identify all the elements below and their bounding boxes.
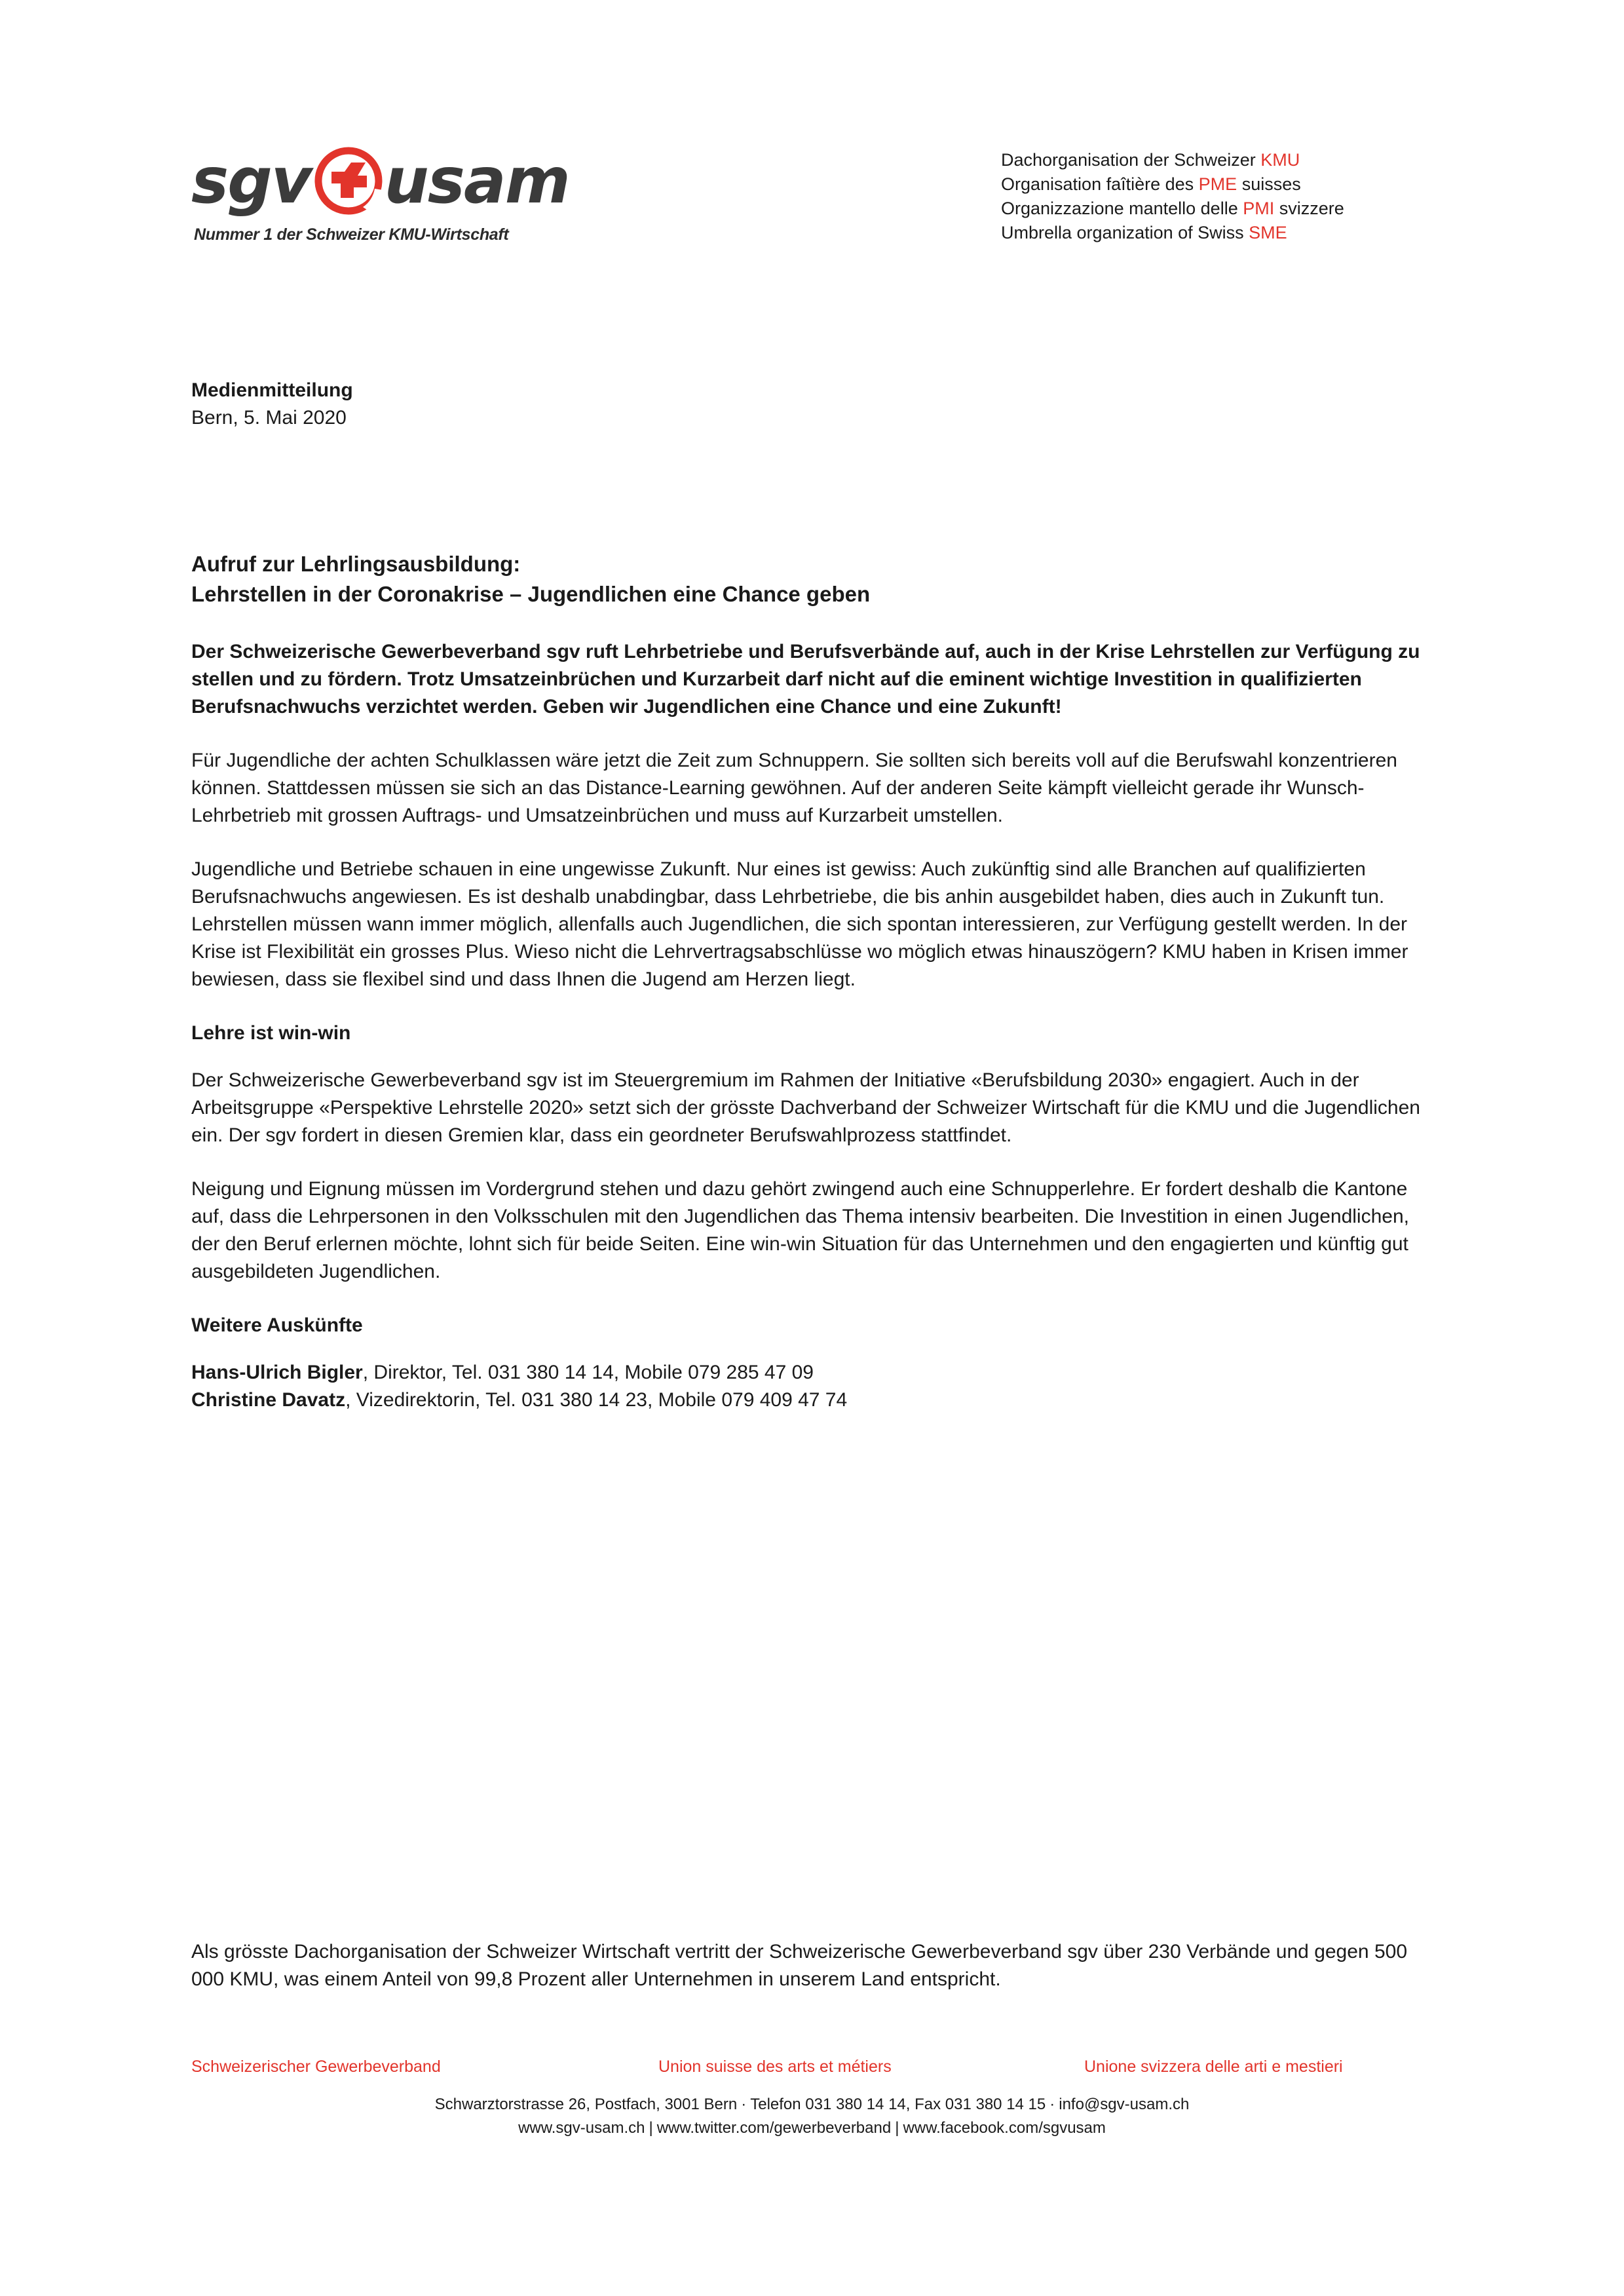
header-lang-en xyxy=(1001,221,1344,245)
sgv-swiss-cross-emblem-icon xyxy=(314,147,383,215)
footer-address-line xyxy=(0,2093,1624,2116)
header-lang-en-prefix: Umbrella organization of Swiss xyxy=(1001,223,1249,242)
footer-twitter-link[interactable]: www.twitter.com/gewerbeverband xyxy=(656,2119,892,2137)
footer-contact-lines xyxy=(0,2093,1624,2140)
header-lang-fr xyxy=(1001,172,1344,197)
page-title-line-2: Lehrstellen in der Coronakrise – Jugendlichen eine Chance geben xyxy=(191,582,871,606)
contact-name: Christine Davatz xyxy=(191,1389,346,1411)
umbrella-organization-languages xyxy=(1001,148,1344,245)
header-lang-de-accent: KMU xyxy=(1260,150,1300,170)
contact-item xyxy=(191,1387,1436,1414)
footer-org-name-fr: Union suisse des arts et métiers xyxy=(658,2057,892,2076)
lead-paragraph: Der Schweizerische Gewerbeverband sgv ruft Lehrbetriebe und Berufsverbände auf, auch in der Krise Lehrstellen zur Verfügung zu stellen und zu fördern. Trotz Umsatzeinbrüchen und Kurzarbeit darf nicht auf die eminent wichtige Investition in qualifizierten Berufsnachwuchs verzichtet werden. Geben wir Jugendlichen eine Chance und eine Zukunft! xyxy=(191,641,1420,718)
footer-separator: | xyxy=(895,2119,899,2137)
body-paragraph-4: Neigung und Eignung müssen im Vordergrund stehen und dazu gehört zwingend auch eine Schnupperlehre. Er fordert deshalb die Kantone auf, dass die Lehrpersonen in den Volksschulen mit den Jugendlichen das Thema intensiv bearbeiten. Die Investition in einen Jugendlichen, der den Beruf erlernen möchte, lohnt sich für beide Seiten. Eine win-win Situation für das Unternehmen und den engagierten und künftig gut ausgebildeten Jugendlichen. xyxy=(191,1178,1409,1282)
body-paragraph-3: Der Schweizerische Gewerbeverband sgv ist im Steuergremium im Rahmen der Initiative «Berufsbildung 2030» engagiert. Auch in der Arbeitsgruppe «Perspektive Lehrstelle 2020» setzt sich der grösste Dachverband der Schweizer Wirtschaft für die KMU und die Jugendlichen ein. Der sgv fordert in diesen Gremien klar, dass ein geordneter Berufswahlprozess stattfindet. xyxy=(191,1069,1420,1146)
document-type-label: Medienmitteilung xyxy=(191,379,353,401)
about-boilerplate: Als grösste Dachorganisation der Schweizer Wirtschaft vertritt der Schweizerische Gewerbeverband sgv über 230 Verbände und gegen 500 000 KMU, was einem Anteil von 99,8 Prozent aller Unternehmen in unserem Land entspricht. xyxy=(191,1941,1408,1990)
footer-facebook-link[interactable]: www.facebook.com/sgvusam xyxy=(903,2119,1106,2137)
footer-website-link[interactable]: www.sgv-usam.ch xyxy=(518,2119,645,2137)
document-header xyxy=(0,138,1624,275)
header-lang-it-prefix: Organizzazione mantello delle xyxy=(1001,199,1243,218)
footer-links-line xyxy=(0,2116,1624,2140)
logo-tagline: Nummer 1 der Schweizer KMU-Wirtschaft xyxy=(194,225,509,244)
footer-email-link[interactable]: info@sgv-usam.ch xyxy=(1059,2095,1190,2113)
body-paragraph-2: Jugendliche und Betriebe schauen in eine ungewisse Zukunft. Nur eines ist gewiss: Auch zukünftig sind alle Branchen auf qualifizierten Berufsnachwuchs angewiesen. Es ist deshalb unabdingbar, dass Lehrbetriebe, die bis anhin ausgebildet haben, dies auch in Zukunft tun. Lehrstellen müssen wann immer möglich, allenfalls auch Jugendlichen, die sich spontan interessieren, zur Verfügung gestellt werden. In der Krise ist Flexibilität ein grosses Plus. Wieso nicht die Lehrvertragsabschlüsse wo möglich etwas hinauszögern? KMU haben in Krisen immer bewiesen, dass sie flexibel sind und dass Ihnen die Jugend am Herzen liegt. xyxy=(191,858,1408,990)
header-lang-it xyxy=(1001,197,1344,221)
footer-org-name-de: Schweizerischer Gewerbeverband xyxy=(191,2057,441,2076)
header-lang-de-prefix: Dachorganisation der Schweizer xyxy=(1001,150,1261,170)
section-heading-win-win: Lehre ist win-win xyxy=(191,1022,351,1044)
page-title xyxy=(191,549,1436,609)
footer-separator: · xyxy=(741,2095,747,2113)
document-meta xyxy=(191,377,353,432)
logo-word-usam: usam xyxy=(384,144,569,218)
header-lang-it-accent: PMI xyxy=(1243,199,1275,218)
header-lang-fr-accent: PME xyxy=(1198,174,1237,194)
header-lang-fr-suffix: suisses xyxy=(1237,174,1301,194)
footer-organization-names xyxy=(0,2057,1624,2084)
page-title-line-1: Aufruf zur Lehrlingsausbildung: xyxy=(191,552,521,576)
contacts-list xyxy=(191,1359,1436,1414)
header-lang-en-accent: SME xyxy=(1249,223,1287,242)
footer-address: Schwarztorstrasse 26, Postfach, 3001 Bern xyxy=(434,2095,738,2113)
contact-item xyxy=(191,1359,1436,1387)
header-lang-it-suffix: svizzere xyxy=(1274,199,1344,218)
section-heading-contacts: Weitere Auskünfte xyxy=(191,1314,363,1336)
place-and-date: Bern, 5. Mai 2020 xyxy=(191,407,347,429)
header-lang-fr-prefix: Organisation faîtière des xyxy=(1001,174,1199,194)
header-lang-de xyxy=(1001,148,1344,172)
document-footer xyxy=(0,2057,1624,2140)
document-body xyxy=(191,549,1436,1414)
logo-word-sgv: sgv xyxy=(191,144,311,218)
contact-details: , Vizedirektorin, Tel. 031 380 14 23, Mobile 079 409 47 74 xyxy=(345,1389,848,1411)
footer-phone-fax: Telefon 031 380 14 14, Fax 031 380 14 15 xyxy=(750,2095,1046,2113)
contact-name: Hans-Ulrich Bigler xyxy=(191,1362,363,1383)
logo-wordmark-row xyxy=(191,144,611,218)
footer-org-name-it: Unione svizzera delle arti e mestieri xyxy=(1084,2057,1343,2076)
footer-separator: | xyxy=(649,2119,653,2137)
sgv-usam-logo xyxy=(191,144,611,244)
footer-separator: · xyxy=(1049,2095,1055,2113)
contact-details: , Direktor, Tel. 031 380 14 14, Mobile 079 285 47 09 xyxy=(362,1362,814,1383)
body-paragraph-1: Für Jugendliche der achten Schulklassen wäre jetzt die Zeit zum Schnuppern. Sie sollten sich bereits voll auf die Berufswahl konzentrieren können. Stattdessen müssen sie sich an das Distance-Learning gewöhnen. Auf der anderen Seite kämpft vielleicht gerade ihr Wunsch-Lehrbetrieb mit grossen Auftrags- und Umsatzeinbrüchen und muss auf Kurzarbeit umstellen. xyxy=(191,750,1397,826)
